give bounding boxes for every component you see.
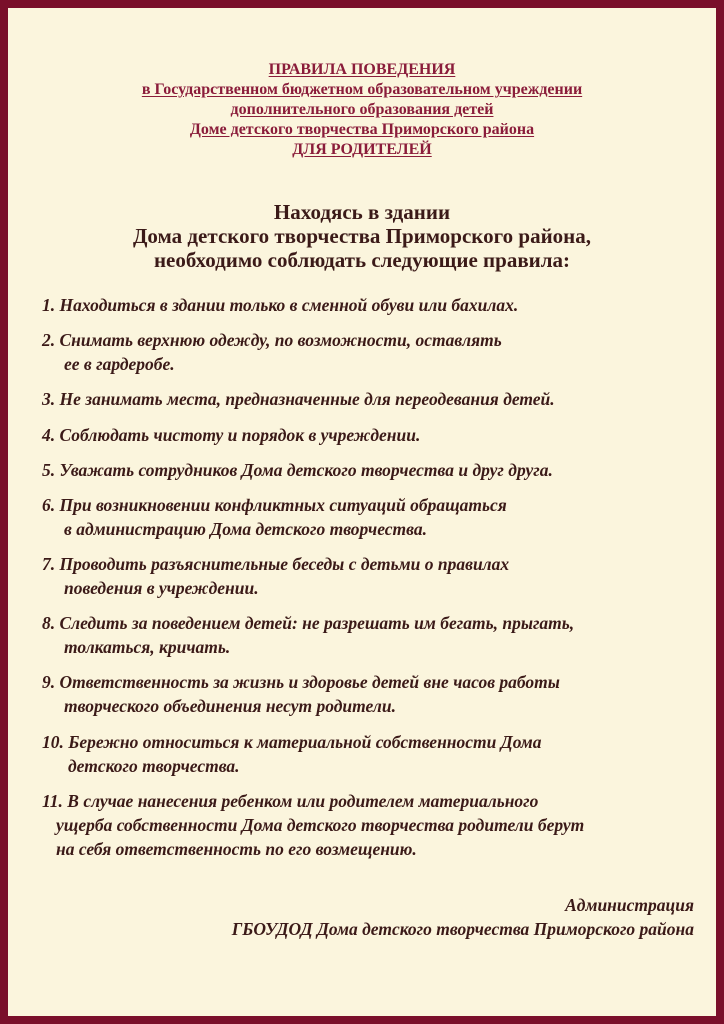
header-title: ПРАВИЛА ПОВЕДЕНИЯ xyxy=(268,61,456,78)
rule-11-text-cont-2: на себя ответственность по его возмещению. xyxy=(56,839,417,859)
rule-8-text: 8. Следить за поведением детей: не разрешать им бегать, прыгать, xyxy=(42,613,575,633)
rule-7-text-cont: поведения в учреждении. xyxy=(64,578,259,598)
document-header xyxy=(0,60,724,160)
rule-3 xyxy=(42,387,702,411)
header-institution: в Государственном бюджетном образовательном учреждении xyxy=(141,81,583,98)
rule-8-text-cont: толкаться, кричать. xyxy=(64,637,231,657)
rule-5 xyxy=(42,458,702,482)
rule-2 xyxy=(42,328,702,376)
rule-11-text: 11. В случае нанесения ребенком или родителем материального xyxy=(42,791,539,811)
header-institution-type: дополнительного образования детей xyxy=(230,101,494,118)
rule-6-text-cont: в администрацию Дома детского творчества. xyxy=(64,519,427,539)
intro-line-3: необходимо соблюдать следующие правила: xyxy=(153,248,571,272)
rule-8 xyxy=(42,611,702,659)
rule-7-text: 7. Проводить разъяснительные беседы с детьми о правилах xyxy=(42,554,510,574)
rule-1 xyxy=(42,293,702,317)
rule-4-text: 4. Соблюдать чистоту и порядок в учреждении. xyxy=(42,425,421,445)
rule-5-text: 5. Уважать сотрудников Дома детского творчества и друг друга. xyxy=(42,460,553,480)
rule-11-text-cont: ущерба собственности Дома детского творчества родители берут xyxy=(56,815,585,835)
signature-role: Администрация xyxy=(565,895,694,915)
rule-2-text: 2. Снимать верхнюю одежду, по возможности, оставлять xyxy=(42,330,502,350)
rule-3-text: 3. Не занимать места, предназначенные для переодевания детей. xyxy=(42,389,555,409)
intro-text xyxy=(0,200,724,272)
rule-4 xyxy=(42,423,702,447)
rule-9-text-cont: творческого объединения несут родители. xyxy=(64,696,396,716)
intro-line-2: Дома детского творчества Приморского района, xyxy=(132,224,592,248)
rule-2-text-cont: ее в гардеробе. xyxy=(64,354,175,374)
rule-10-text-cont: детского творчества. xyxy=(68,756,240,776)
rule-6-text: 6. При возникновении конфликтных ситуаций обращаться xyxy=(42,495,507,515)
signature-organization: ГБОУДОД Дома детского творчества Приморского района xyxy=(231,919,694,939)
rule-6 xyxy=(42,493,702,541)
rule-9 xyxy=(42,670,702,718)
rule-11 xyxy=(42,789,702,861)
signature-block xyxy=(232,893,694,941)
header-institution-name: Доме детского творчества Приморского района xyxy=(189,121,535,138)
rule-9-text: 9. Ответственность за жизнь и здоровье детей вне часов работы xyxy=(42,672,560,692)
rule-10 xyxy=(42,730,702,778)
rule-10-text: 10. Бережно относиться к материальной собственности Дома xyxy=(42,732,542,752)
rule-7 xyxy=(42,552,702,600)
intro-line-1: Находясь в здании xyxy=(273,200,451,224)
header-audience: ДЛЯ РОДИТЕЛЕЙ xyxy=(292,141,432,158)
rule-1-text: 1. Находиться в здании только в сменной обуви или бахилах. xyxy=(42,295,519,315)
